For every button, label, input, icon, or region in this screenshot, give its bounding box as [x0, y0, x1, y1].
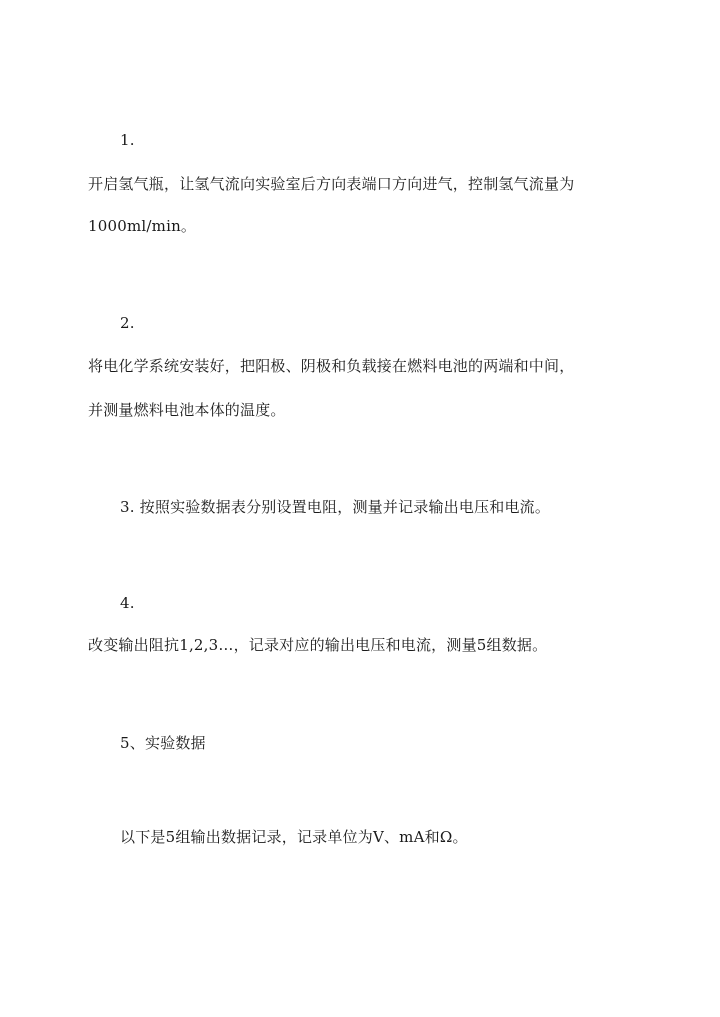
step-2-text-line-2: 并测量燃料电池本体的温度。 [88, 401, 286, 419]
step-2-number: 2. [120, 314, 135, 332]
step-4-number: 4. [120, 594, 135, 612]
section-5-intro: 以下是5组输出数据记录，记录单位为V、mA和Ω。 [120, 828, 468, 846]
step-3-text: 3. 按照实验数据表分别设置电阻，测量并记录输出电压和电流。 [120, 498, 551, 516]
section-5-heading: 5、实验数据 [120, 734, 206, 752]
step-1-text-line-2: 1000ml/min。 [88, 217, 197, 235]
step-1-text-line-1: 开启氢气瓶，让氢气流向实验室后方向表端口方向进气，控制氢气流量为 [88, 175, 575, 193]
step-1-number: 1. [120, 131, 135, 149]
step-2-text-line-1: 将电化学系统安装好，把阳极、阴极和负载接在燃料电池的两端和中间， [88, 357, 575, 375]
step-4-text-line-1: 改变输出阻抗1,2,3…，记录对应的输出电压和电流，测量5组数据。 [88, 636, 548, 654]
